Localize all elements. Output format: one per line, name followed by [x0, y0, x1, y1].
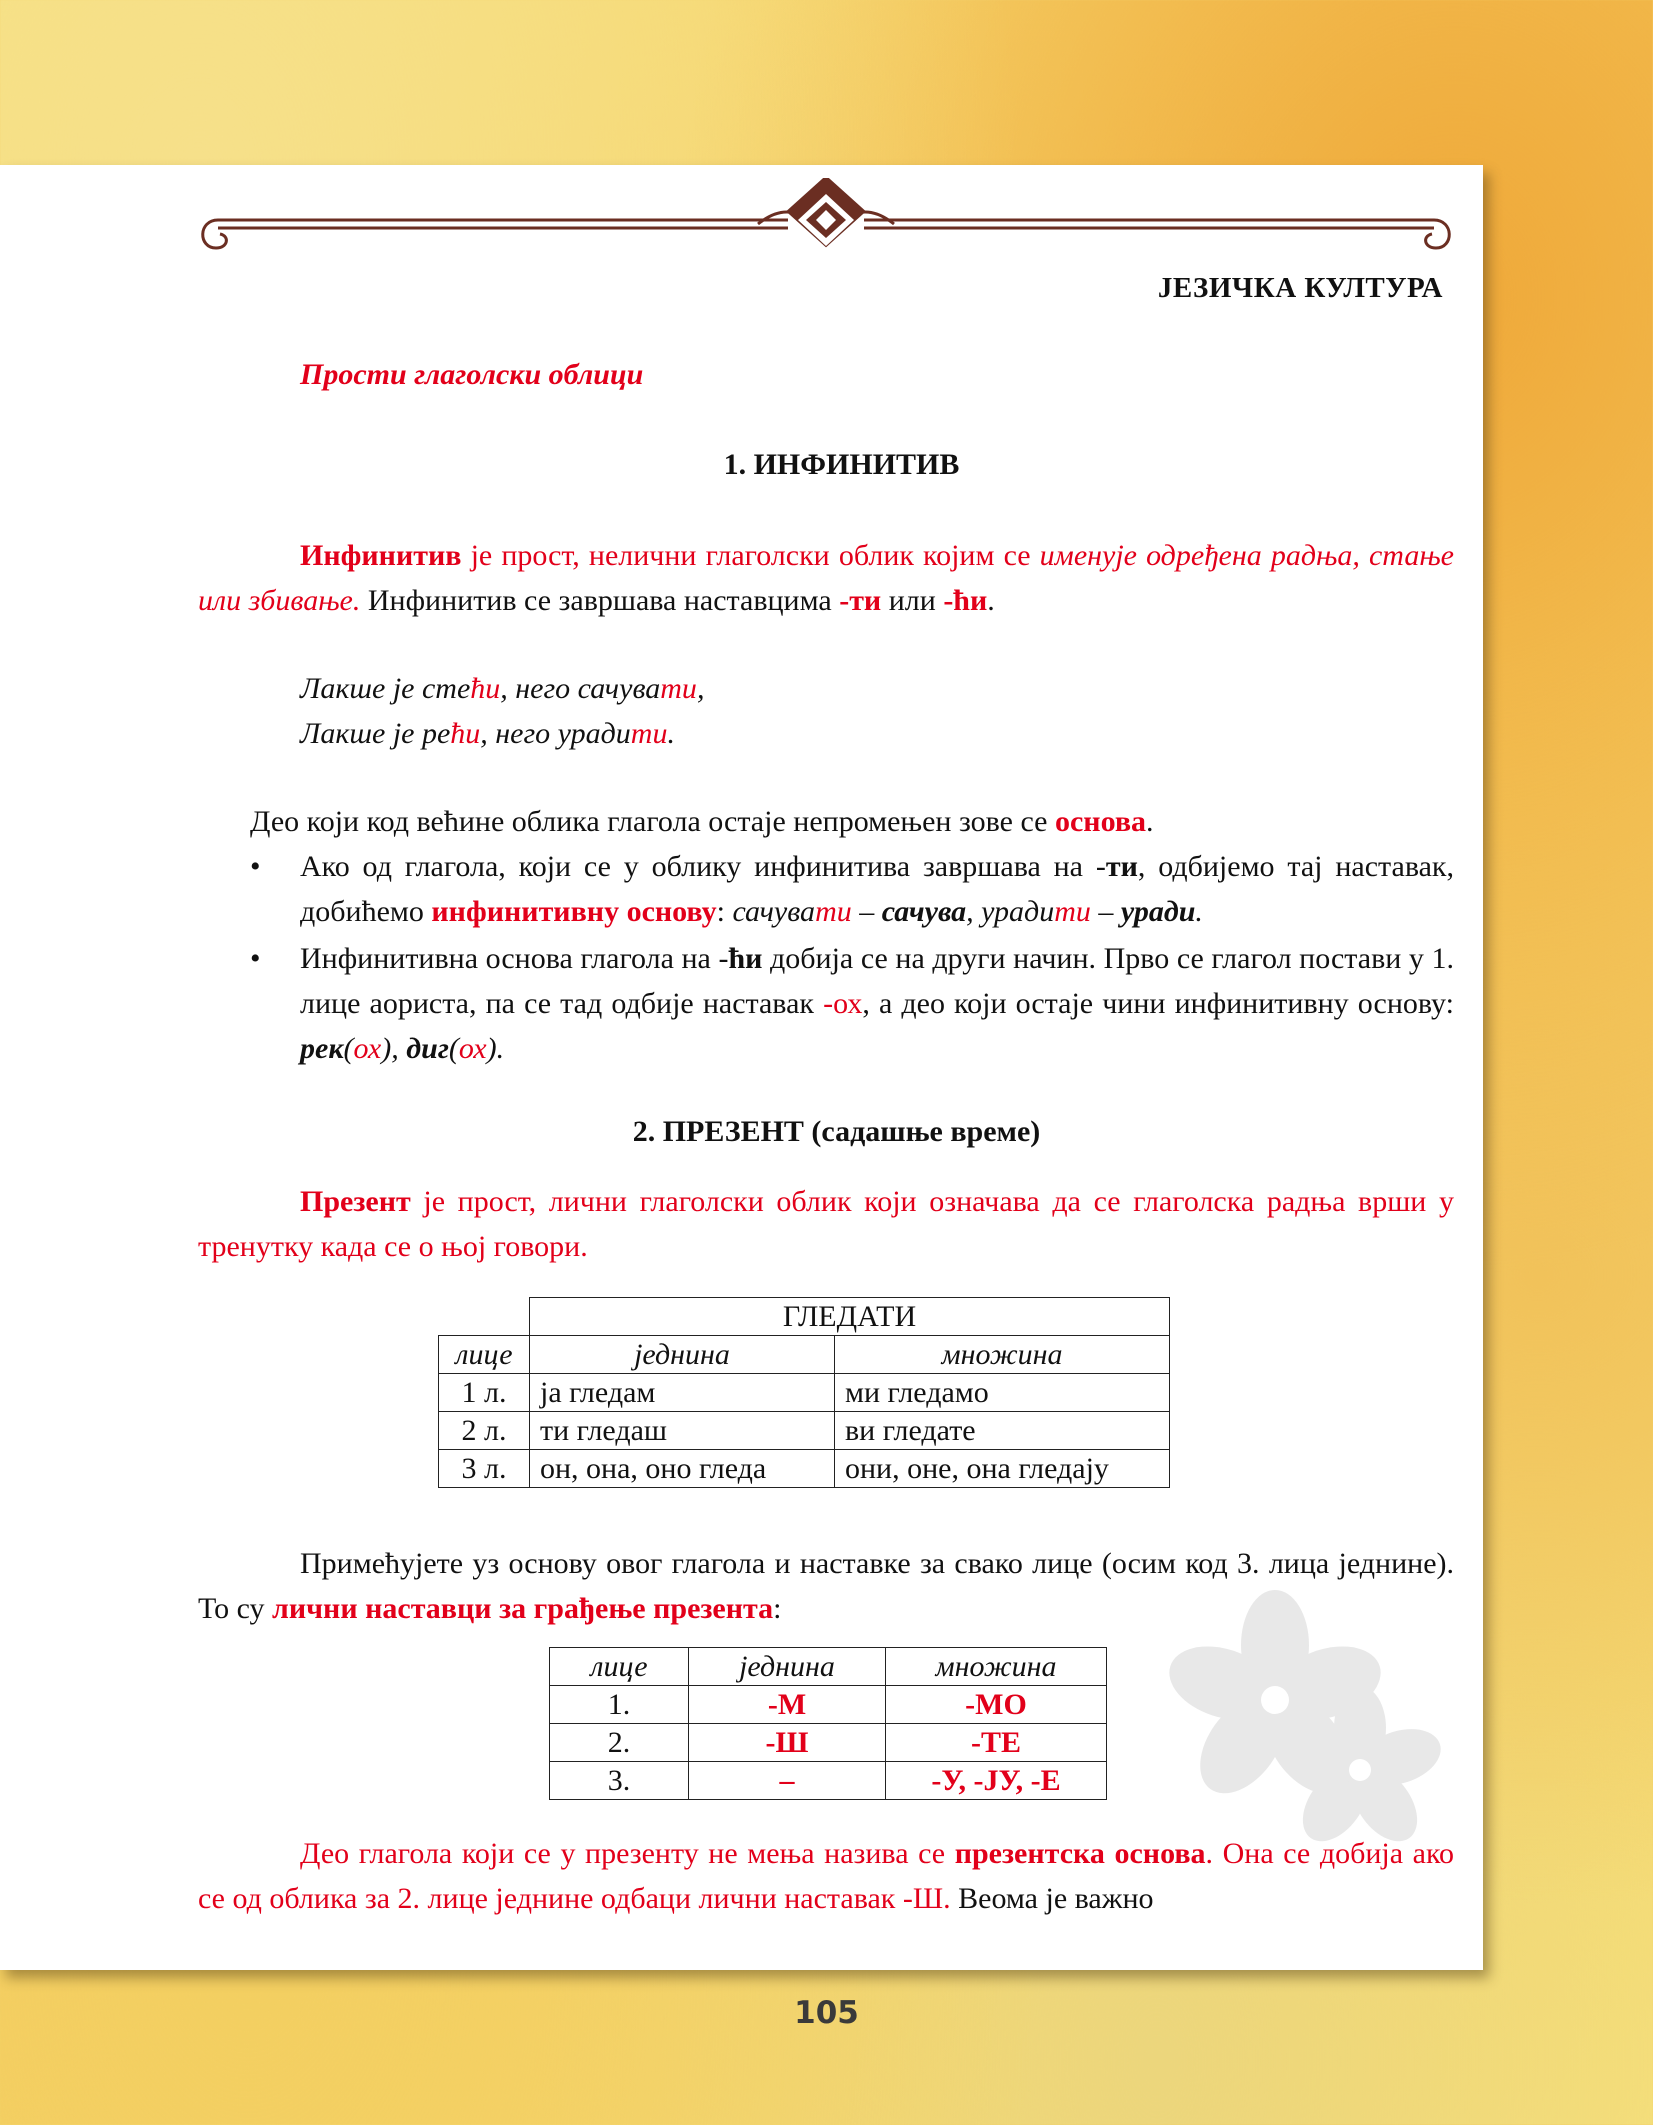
table-row: 2. -Ш -ТЕ: [550, 1724, 1107, 1762]
heading-infinitive: 1. ИНФИНИТИВ: [723, 448, 960, 481]
table-header: лице: [439, 1336, 530, 1374]
table-title: ГЛЕДАТИ: [530, 1298, 1170, 1336]
conjugation-table-gledati: [438, 1297, 1170, 1488]
section-label: ЈЕЗИЧКА КУЛТУРА: [1157, 272, 1443, 304]
table-row: 1. -М -МО: [550, 1686, 1107, 1724]
table-row: 3. – -У, -ЈУ, -Е: [550, 1762, 1107, 1800]
lesson-subtitle: Прости глаголски облици: [300, 358, 644, 391]
example-line-1: Лакше је стећи, него сачувати,: [300, 672, 705, 705]
heading-present: 2. ПРЕЗЕНТ (садашње време): [632, 1115, 1041, 1148]
table-header: лице: [550, 1648, 689, 1686]
table-row: 1 л. ја гледам ми гледамо: [439, 1374, 1170, 1412]
list-item: • Ако од глагола, који се у облику инфинитива завршава на -ти, одбијемо тај наставак, добићемо инфинитивну основу: сачувати – сачува, урадити – уради.: [250, 844, 1454, 934]
table-header: једнина: [689, 1648, 886, 1686]
list-item: • Инфинитивна основа глагола на -ћи добија се на други начин. Прво се глагол постави у 1. лице аориста, па се тад одбије наставак -ох, а део који остаје чини инфинитивну основу: рек(ох), диг(ох).: [250, 936, 1454, 1071]
bullet-list: [250, 844, 1454, 1071]
paragraph-personal-endings: Примећујете уз основу овог глагола и наставке за свако лице (осим код 3. лица једнине). То су лични наставци за грађење презента:: [198, 1547, 1454, 1625]
paragraph-present-stem: Део глагола који се у презенту не мења назива се презентска основа. Она се добија ако се од облика за 2. лице једнине одбаци лични наставак -Ш. Веома је важно: [198, 1837, 1455, 1915]
paragraph-stem: Део који код већине облика глагола остаје непромењен зове се основа.: [250, 805, 1154, 838]
table-header: једнина: [530, 1336, 835, 1374]
table-row: 2 л. ти гледаш ви гледате: [439, 1412, 1170, 1450]
decorative-ornament: [198, 178, 1454, 256]
flower-decoration-icon: [1165, 1590, 1455, 1870]
page-number: 105: [794, 1995, 859, 2031]
table-header: множина: [835, 1336, 1170, 1374]
paragraph-present-definition: Презент је прост, лични глаголски облик који означава да се глаголска радња врши у тренутку када се о њој говори.: [198, 1185, 1454, 1263]
table-row: 3 л. он, она, оно гледа они, оне, она гледају: [439, 1450, 1170, 1488]
bullet-icon: •: [250, 850, 261, 883]
example-line-2: Лакше је рећи, него урадити.: [300, 717, 675, 750]
endings-table: [549, 1647, 1107, 1800]
table-header: множина: [886, 1648, 1107, 1686]
paragraph-infinitive-definition: Инфинитив је прост, нелични глаголски облик којим се именује одређена радња, стање или збивање. Инфинитив се завршава наставцима -ти или -ћи.: [198, 539, 1454, 617]
bullet-icon: •: [250, 942, 261, 975]
